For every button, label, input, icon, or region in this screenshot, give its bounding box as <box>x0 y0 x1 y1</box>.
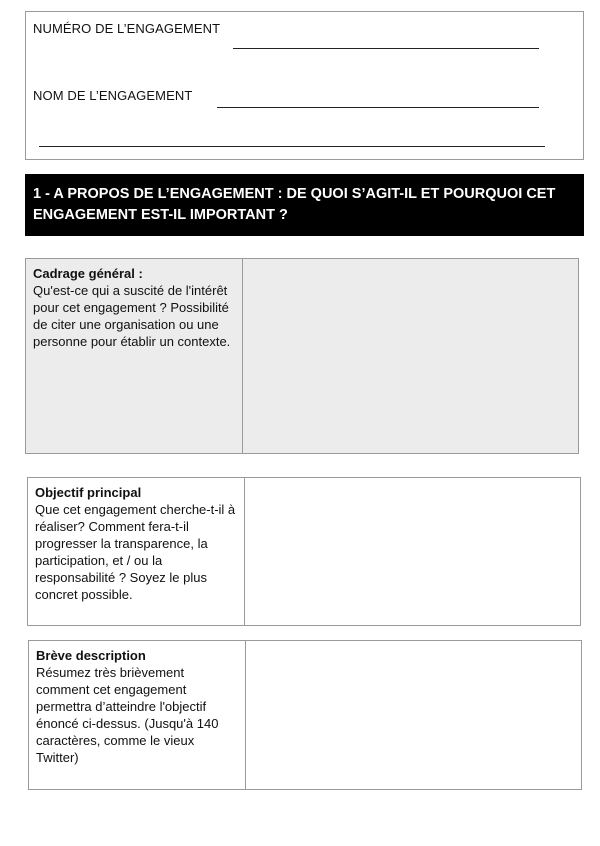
engagement-name-field-line-2[interactable] <box>39 146 545 147</box>
brief-description-question <box>29 641 246 789</box>
brief-description-answer[interactable] <box>246 641 581 789</box>
main-objective-answer[interactable] <box>245 478 580 625</box>
main-objective-row <box>27 477 581 626</box>
general-framing-row <box>25 258 579 454</box>
brief-description-title: Brève description <box>36 648 146 663</box>
engagement-name-label: NOM DE L’ENGAGEMENT <box>33 88 193 103</box>
engagement-number-field[interactable] <box>233 48 539 49</box>
brief-description-text: Résumez très brièvement comment cet engagement permettra d’atteindre l'objectif énoncé ci-dessus. (Jusqu'à 140 caractères, comme le vieux Twitter) <box>36 665 219 765</box>
section-1-heading: 1 - A PROPOS DE L’ENGAGEMENT : DE QUOI S’AGIT-IL ET POURQUOI CET ENGAGEMENT EST-IL IMPORTANT ? <box>25 174 584 236</box>
general-framing-answer[interactable] <box>243 259 578 453</box>
main-objective-question <box>28 478 245 625</box>
main-objective-title: Objectif principal <box>35 485 142 500</box>
engagement-name-field[interactable] <box>217 107 539 108</box>
general-framing-text: Qu'est-ce qui a suscité de l'intérêt pour cet engagement ? Possibilité de citer une organisation ou une personne pour établir un contexte. <box>33 283 231 349</box>
brief-description-row <box>28 640 582 790</box>
general-framing-question <box>26 259 243 453</box>
general-framing-title: Cadrage général : <box>33 266 143 281</box>
engagement-number-label: NUMÉRO DE L’ENGAGEMENT <box>33 21 221 36</box>
main-objective-text: Que cet engagement cherche-t-il à réaliser? Comment fera-t-il progresser la transparence, la participation, et / ou la responsabilité ? Soyez le plus concret possible. <box>35 502 236 602</box>
